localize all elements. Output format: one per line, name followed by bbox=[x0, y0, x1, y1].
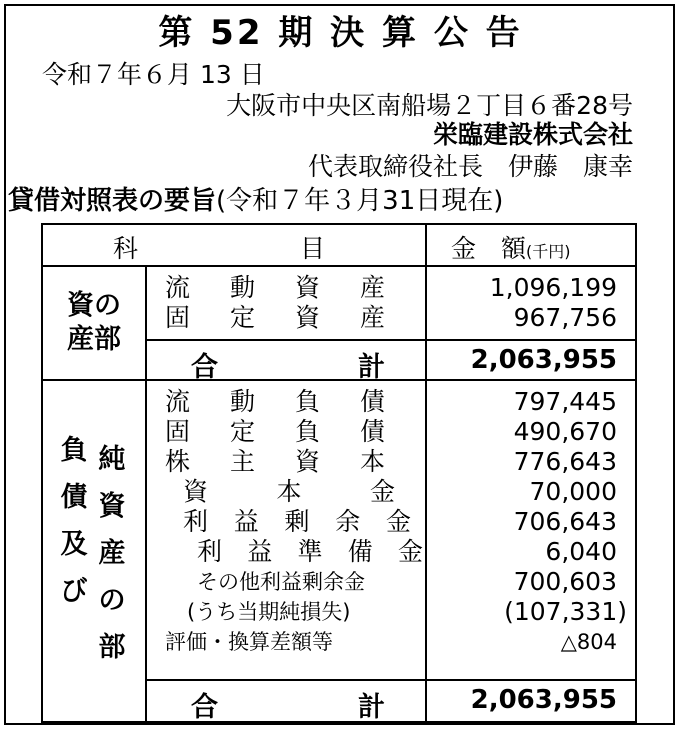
assets-section-label bbox=[42, 266, 146, 380]
balance-sheet-table bbox=[41, 223, 637, 723]
liab-label-char: 純 bbox=[98, 444, 126, 475]
assets-total-label-2: 計 bbox=[358, 352, 385, 383]
liability-row-value: 70,000 bbox=[529, 477, 617, 506]
liability-row-value: 6,040 bbox=[545, 537, 617, 566]
label-char: 固 bbox=[165, 303, 191, 332]
liability-row-label bbox=[165, 447, 385, 477]
label-char: 資 bbox=[183, 477, 209, 506]
table-header-row bbox=[42, 224, 636, 266]
asset-row-label bbox=[165, 303, 385, 333]
label-char: 主 bbox=[229, 447, 255, 476]
representative: 代表取締役社長 伊藤 康幸 bbox=[307, 152, 633, 181]
label-char: 金 bbox=[369, 477, 395, 506]
liab-label-col2 bbox=[95, 436, 129, 671]
liabilities-total-label-cell bbox=[146, 680, 426, 722]
liability-row-label bbox=[165, 387, 385, 417]
label-char: 産 bbox=[359, 273, 385, 302]
label-char: 余 bbox=[335, 507, 361, 536]
bs-title-date: (令和７年３月31日現在) bbox=[216, 186, 504, 216]
liability-row-label bbox=[183, 507, 411, 537]
liab-label-char: 資 bbox=[98, 491, 126, 522]
header-kamoku bbox=[42, 224, 426, 266]
label-char: 動 bbox=[229, 273, 255, 302]
assets-total-label-1: 合 bbox=[191, 352, 218, 383]
label-char: 利 bbox=[197, 537, 223, 566]
header-kingaku bbox=[426, 224, 636, 266]
liability-row-label bbox=[197, 537, 423, 567]
liability-row-value: 706,643 bbox=[513, 507, 617, 536]
liabilities-section-label bbox=[42, 380, 146, 722]
header-kamoku-1: 科 bbox=[113, 234, 139, 263]
assets-total-value-cell bbox=[426, 340, 636, 380]
notice-date: 令和７年６月 13 日 bbox=[42, 60, 265, 89]
assets-label-line1: 資の bbox=[67, 290, 121, 321]
liab-label-char: 部 bbox=[98, 632, 126, 663]
label-char: 定 bbox=[229, 417, 255, 446]
liab-label-char: 及 bbox=[60, 529, 88, 560]
label-char: 金 bbox=[385, 507, 411, 536]
liabilities-total-label-2: 計 bbox=[358, 691, 385, 723]
label-char: 固 bbox=[165, 417, 191, 446]
liability-row-value: 776,643 bbox=[513, 447, 617, 476]
label-char: 資 bbox=[294, 303, 320, 332]
liability-row-label: 評価・換算差額等 bbox=[165, 630, 333, 654]
liabilities-values-cell bbox=[426, 380, 636, 680]
assets-label-line2: 産部 bbox=[67, 324, 121, 355]
label-char: 備 bbox=[347, 537, 373, 566]
label-char: 本 bbox=[276, 477, 302, 506]
label-char: 負 bbox=[294, 417, 320, 446]
label-char: 負 bbox=[294, 387, 320, 416]
label-char: 流 bbox=[165, 273, 191, 302]
liability-row-label: その他利益剰余金 bbox=[197, 570, 365, 594]
header-unit: (千円) bbox=[526, 242, 571, 261]
liability-row-label bbox=[183, 477, 395, 507]
liab-label-char: び bbox=[60, 576, 88, 607]
liab-label-char: 産 bbox=[98, 538, 126, 569]
label-char: 定 bbox=[229, 303, 255, 332]
label-char: 動 bbox=[229, 387, 255, 416]
label-char: 資 bbox=[294, 447, 320, 476]
liab-label-col1 bbox=[57, 427, 91, 615]
label-char: 益 bbox=[247, 537, 273, 566]
label-char: 株 bbox=[165, 447, 191, 476]
assets-labels-cell bbox=[146, 266, 426, 340]
header-kamoku-2: 目 bbox=[299, 234, 325, 263]
bs-title-main: 貸借対照表の要旨 bbox=[8, 186, 217, 216]
liab-label-char: の bbox=[98, 585, 126, 616]
asset-row-value: 1,096,199 bbox=[489, 273, 617, 302]
assets-values-cell bbox=[426, 266, 636, 340]
liabilities-section bbox=[42, 380, 636, 680]
header-kingaku-label: 金 額 bbox=[451, 234, 527, 263]
company-address: 大阪市中央区南船場２丁目６番28号 bbox=[226, 91, 633, 120]
liab-label-char: 負 bbox=[60, 435, 88, 466]
label-char: 債 bbox=[359, 387, 385, 416]
company-name: 栄臨建設株式会社 bbox=[432, 120, 633, 149]
label-char: 債 bbox=[359, 417, 385, 446]
label-char: 産 bbox=[359, 303, 385, 332]
label-char: 準 bbox=[297, 537, 323, 566]
asset-row-value: 967,756 bbox=[513, 303, 617, 332]
label-char: 益 bbox=[233, 507, 259, 536]
label-char: 資 bbox=[294, 273, 320, 302]
liability-row-value: (107,331) bbox=[504, 597, 627, 626]
assets-total-label-cell bbox=[146, 340, 426, 383]
label-char: 剰 bbox=[284, 507, 310, 536]
label-char: 流 bbox=[165, 387, 191, 416]
label-char: 金 bbox=[397, 537, 423, 566]
liability-row-value: 700,603 bbox=[513, 567, 617, 596]
liab-label-char: 債 bbox=[60, 482, 88, 513]
notice-title: 第 52 期 決 算 公 告 bbox=[158, 13, 523, 53]
liability-row-label: (うち当期純損失) bbox=[187, 600, 351, 624]
liability-row-value: 490,670 bbox=[513, 417, 617, 446]
assets-total-value: 2,063,955 bbox=[470, 345, 617, 375]
balance-sheet-title bbox=[8, 188, 503, 214]
label-char: 利 bbox=[183, 507, 209, 536]
asset-row-label bbox=[165, 273, 385, 303]
liabilities-total-label-1: 合 bbox=[191, 691, 218, 723]
assets-section bbox=[42, 266, 636, 340]
liabilities-total-value: 2,063,955 bbox=[470, 684, 617, 715]
liability-row-label bbox=[165, 417, 385, 447]
liability-row-value: △804 bbox=[560, 630, 617, 654]
label-char: 本 bbox=[359, 447, 385, 476]
liabilities-total-value-cell bbox=[426, 680, 636, 722]
liabilities-labels-cell bbox=[146, 380, 426, 680]
liability-row-value: 797,445 bbox=[513, 387, 617, 416]
